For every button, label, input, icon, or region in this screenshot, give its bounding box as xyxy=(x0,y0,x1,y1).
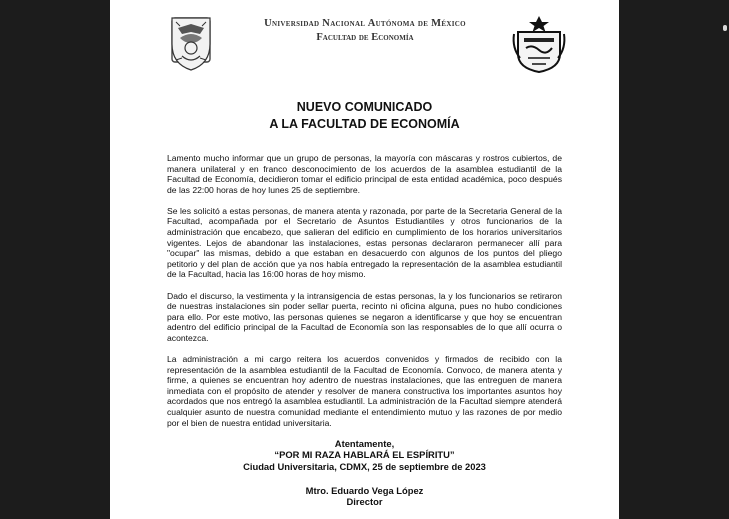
signer-role: Director xyxy=(346,496,383,508)
paragraph: La administración a mi cargo reitera los acuerdos convenidos y firmados de recibido con la representación de la asamblea estudiantil de la Facultad de Economía. Convoco, de manera atenta y firme, a quienes se encuentran hoy adentro de nuestras instalaciones, que las entreguen de manera inmediata con el propósito de atender y resolver de manera constructiva los importantes asuntos hoy acordados que nos entregó la asamblea estudiantil. La administración de la Facultad siempre atenderá cualquier asunto de nuestra comunidad mediante el entendimiento mutuo y las razones de por medio por el bien de nuestra entidad universitaria. xyxy=(167,354,562,428)
motto: “POR MI RAZA HABLARÁ EL ESPÍRITU” xyxy=(274,449,455,461)
letterhead xyxy=(230,18,500,43)
university-name: Universidad Nacional Autónoma de México xyxy=(264,18,466,29)
signer-block xyxy=(110,485,619,508)
signer-name: Mtro. Eduardo Vega López xyxy=(305,485,424,496)
paragraph: Se les solicitó a estas personas, de manera atenta y razonada, por parte de la Secretaria General de la Facultad, acompañada por el Secretario de Asuntos Estudiantiles y otros funcionarios de la administración que encabezo, que salieran del edificio en cumplimiento de los horarios universitarios vigentes. Lejos de abandonar las instalaciones, estas personas declararon permanecer allí para "ocupar" las mismas, debido a que estaban en desacuerdo con algunos de los puntos del pliego petitorio y del plan de acción que ya nos había entregado la representación de la asamblea estudiantil de la Facultad, hacia las 16:00 horas de hoy mismo. xyxy=(167,205,562,280)
signoff-block xyxy=(110,438,619,472)
faculty-name: Facultad de Economía xyxy=(316,32,414,43)
unam-seal-icon xyxy=(166,14,216,72)
paragraph: Dado el discurso, la vestimenta y la intransigencia de estas personas, la y los funcionarios se retiraron de nuestras instalaciones sin poder sellar puerta, recinto ni oficina alguna, pues no hubo condiciones para ello. Por este motivo, las personas quienes se negaron a identificarse y que hoy se encuentran adentro del edificio principal de la Facultad de Economía son las responsables de lo que allí ocurra o acontezca. xyxy=(167,290,562,343)
closing: Atentamente, xyxy=(334,438,395,449)
title-line-1: NUEVO COMUNICADO xyxy=(296,100,433,114)
paragraph: Lamento mucho informar que un grupo de personas, la mayoría con máscaras y rostros cubiertos, de manera unilateral y en franco desconocimiento de los acuerdos de la asamblea estudiantil de la Facultad de Economía, decidieron tomar el edificio principal de esta entidad académica, poco después de las 22:00 horas de hoy lunes 25 de septiembre. xyxy=(167,153,562,195)
place-date: Ciudad Universitaria, CDMX, 25 de septiembre de 2023 xyxy=(243,460,486,472)
document-body xyxy=(167,153,562,439)
document-title xyxy=(110,99,619,133)
background-edge-mark xyxy=(723,25,727,31)
economics-faculty-crest-icon xyxy=(510,14,568,74)
document-page xyxy=(110,0,619,519)
title-line-2: A LA FACULTAD DE ECONOMÍA xyxy=(269,117,460,131)
